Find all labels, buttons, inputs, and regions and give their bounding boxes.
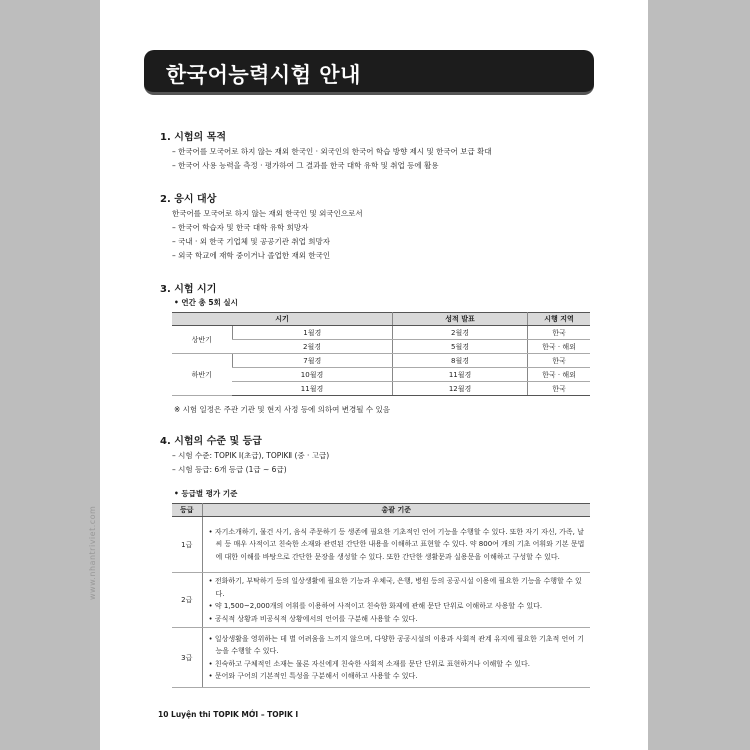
section-4-line: – 시험 등급: 6개 등급 (1급 ~ 6급) [172, 465, 287, 474]
table-cell: 한국 · 해외 [528, 368, 590, 382]
page-footer: 10 Luyện thi TOPIK MỚI – TOPIK I [158, 710, 299, 719]
section-3-subheading: • 연간 총 5회 실시 [174, 298, 238, 307]
section-1-heading: 1. 시험의 목적 [160, 132, 227, 143]
section-4-subheading: • 등급별 평가 기준 [174, 489, 238, 498]
table-header: 시행 지역 [528, 313, 590, 326]
page-title: 한국어능력시험 안내 [166, 63, 361, 87]
table-cell: 10월경 [232, 368, 393, 382]
criteria-item: • 자기소개하기, 물건 사기, 음식 주문하기 등 생존에 필요한 기초적인 언어 기능을 수행할 수 있다. 또한 자기 자신, 가족, 날씨 등 매우 사적이고 친숙한 소재와 관련된 간단한 내용을 이해하고 표현할 수 있다. 약 800여 개의 기초 어휘와 기본 문법에 대한 이해를 바탕으로 간단한 문장을 생성할 수 있다. 또한 간단한 생활문과 실용문을 이해하고 구성할 수 있다. [209, 526, 587, 564]
period-cell: 하반기 [172, 354, 232, 396]
table-cell: 11월경 [232, 382, 393, 396]
table-cell: 한국 [528, 326, 590, 340]
table-cell: 한국 [528, 382, 590, 396]
table-cell: 한국 [528, 354, 590, 368]
section-2-line: – 한국어 학습자 및 한국 대학 유학 희망자 [172, 223, 309, 232]
section-2-line: – 국내 · 외 한국 기업체 및 공공기관 취업 희망자 [172, 237, 330, 246]
side-watermark: www.nhantriviet.com [88, 505, 97, 600]
title-banner [144, 50, 594, 95]
table-cell: 11월경 [393, 368, 528, 382]
table-cell: 8월경 [393, 354, 528, 368]
grade-cell: 2급 [172, 573, 202, 628]
table-header: 시기 [172, 313, 393, 326]
table-cell: 2월경 [232, 340, 393, 354]
table-header: 등급 [172, 504, 202, 517]
table-cell: 7월경 [232, 354, 393, 368]
section-2-heading: 2. 응시 대상 [160, 194, 217, 205]
table-header: 총괄 기준 [202, 504, 590, 517]
section-1-line: – 한국어를 모국어로 하지 않는 재외 한국인 · 외국인의 한국어 학습 방향 제시 및 한국어 보급 확대 [172, 147, 492, 156]
table-cell: 12월경 [393, 382, 528, 396]
section-2-line: – 외국 학교에 재학 중이거나 졸업한 재외 한국인 [172, 251, 331, 260]
section-2-intro: 한국어를 모국어로 하지 않는 재외 한국인 및 외국인으로서 [172, 209, 363, 218]
criteria-cell [202, 517, 590, 573]
grade-cell: 3급 [172, 628, 202, 688]
book-page [88, 0, 648, 750]
period-cell: 상반기 [172, 326, 232, 354]
criteria-cell [202, 573, 590, 628]
section-4-line: – 시험 수준: TOPIK Ⅰ(초급), TOPIKⅡ (중 · 고급) [172, 451, 330, 460]
table-cell: 2월경 [393, 326, 528, 340]
criteria-item: • 친숙하고 구체적인 소재는 물론 자신에게 친숙한 사회적 소재를 문단 단위로 표현하거나 이해할 수 있다. [209, 658, 587, 671]
criteria-item: • 문어와 구어의 기본적인 특성을 구분해서 이해하고 사용할 수 있다. [209, 670, 587, 683]
criteria-cell [202, 628, 590, 688]
table-header: 성적 발표 [393, 313, 528, 326]
table-cell: 한국 · 해외 [528, 340, 590, 354]
criteria-item: • 공식적 상황과 비공식적 상황에서의 언어를 구분해 사용할 수 있다. [209, 613, 587, 626]
grade-criteria-table [172, 503, 590, 688]
criteria-item: • 일상생활을 영위하는 데 별 어려움을 느끼지 않으며, 다양한 공공시설의 이용과 사회적 관계 유지에 필요한 기초적 언어 기능을 수행할 수 있다. [209, 633, 587, 658]
criteria-item: • 전화하기, 부탁하기 등의 일상생활에 필요한 기능과 우체국, 은행, 병원 등의 공공시설 이용에 필요한 기능을 수행할 수 있다. [209, 575, 587, 600]
table-cell: 1월경 [232, 326, 393, 340]
grade-cell: 1급 [172, 517, 202, 573]
schedule-table [172, 312, 590, 396]
section-3-heading: 3. 시험 시기 [160, 284, 217, 295]
section-4-heading: 4. 시험의 수준 및 등급 [160, 436, 262, 447]
criteria-item: • 약 1,500~2,000개의 어휘를 이용하여 사적이고 친숙한 화제에 관해 문단 단위로 이해하고 사용할 수 있다. [209, 600, 587, 613]
section-1-line: – 한국어 사용 능력을 측정 · 평가하여 그 결과를 한국 대학 유학 및 취업 등에 활용 [172, 161, 439, 170]
table-cell: 5월경 [393, 340, 528, 354]
schedule-note: ※ 시험 일정은 주관 기관 및 현지 사정 등에 의하여 변경될 수 있음 [174, 405, 391, 414]
